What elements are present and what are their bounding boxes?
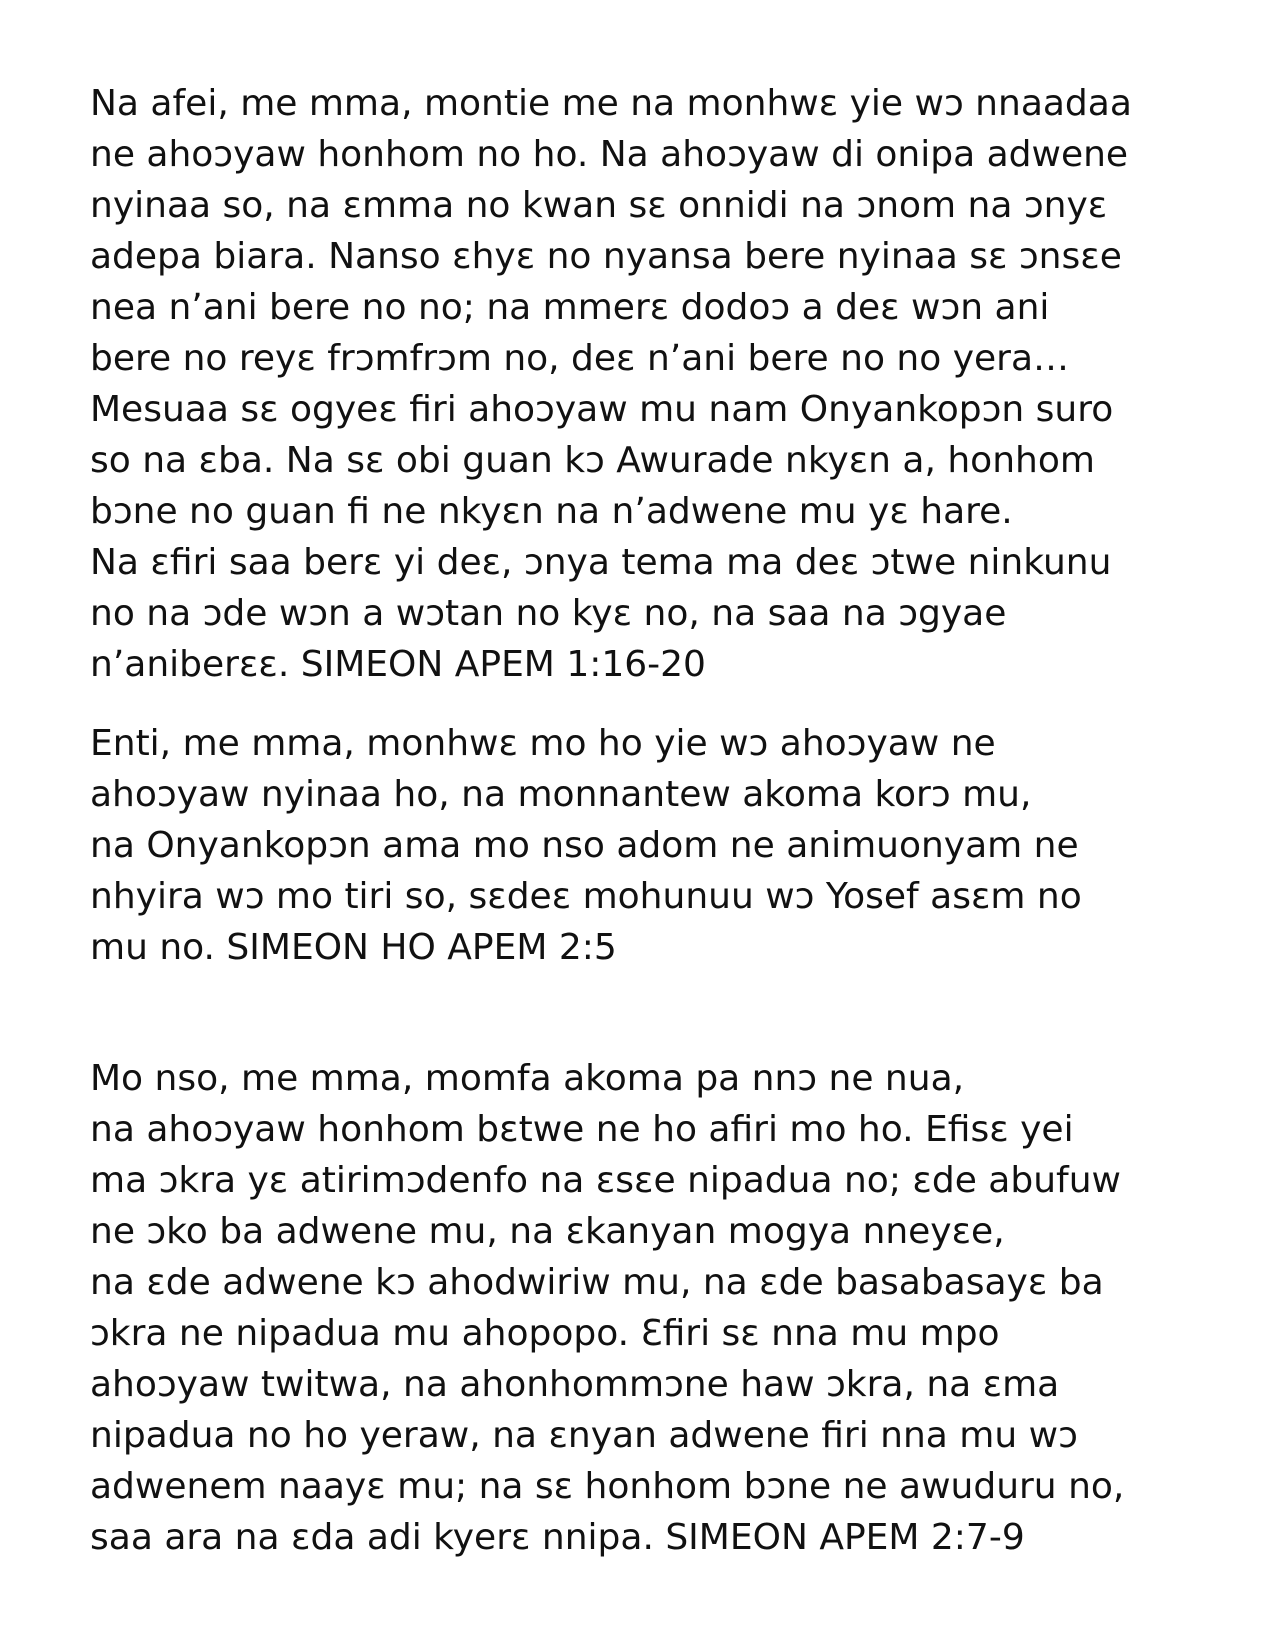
text-line: Mo nso, me mma, momfa akoma pa nnɔ ne nua,	[90, 1058, 965, 1099]
text-line: ahoɔyaw nyinaa ho, na monnantew akoma korɔ mu,	[90, 774, 1032, 815]
text-line: ma ɔkra yɛ atirimɔdenfo na ɛsɛe nipadua no; ɛde abufuw	[90, 1160, 1121, 1201]
text-line: nyinaa so, na ɛmma no kwan sɛ onnidi na ɔnom na ɔnyɛ	[90, 185, 1108, 226]
paragraph-2	[90, 718, 1240, 973]
text-line: ne ahoɔyaw honhom no ho. Na ahoɔyaw di onipa adwene	[90, 134, 1129, 175]
text-line-citation: saa ara na ɛda adi kyerɛ nnipa. SIMEON APEM 2:7-9	[90, 1517, 1025, 1558]
text-line: nipadua no ho yeraw, na ɛnyan adwene firi nna mu wɔ	[90, 1415, 1078, 1456]
text-line: Na afei, me mma, montie me na monhwɛ yie wɔ nnaadaa	[90, 83, 1132, 124]
text-line: bɔne no guan fi ne nkyɛn na n’adwene mu yɛ hare.	[90, 491, 1013, 532]
text-line: Na ɛfiri saa berɛ yi deɛ, ɔnya tema ma deɛ ɔtwe ninkunu	[90, 542, 1112, 583]
text-line: Enti, me mma, monhwɛ mo ho yie wɔ ahoɔyaw ne	[90, 723, 996, 764]
text-line: na ahoɔyaw honhom bɛtwe ne ho afiri mo ho. Efisɛ yei	[90, 1109, 1074, 1150]
text-line: ɔkra ne nipadua mu ahopopo. Ɛfiri sɛ nna mu mpo	[90, 1313, 1000, 1354]
paragraph-1	[90, 78, 1240, 690]
text-line: so na ɛba. Na sɛ obi guan kɔ Awurade nkyɛn a, honhom	[90, 440, 1095, 481]
text-line: ahoɔyaw twitwa, na ahonhommɔne haw ɔkra, na ɛma	[90, 1364, 1060, 1405]
text-line: na Onyankopɔn ama mo nso adom ne animuonyam ne	[90, 825, 1079, 866]
text-line: nea n’ani bere no no; na mmerɛ dodoɔ a deɛ wɔn ani	[90, 287, 1050, 328]
text-line-citation: n’aniberɛɛ. SIMEON APEM 1:16-20	[90, 644, 706, 685]
text-line: Mesuaa sɛ ogyeɛ firi ahoɔyaw mu nam Onyankopɔn suro	[90, 389, 1114, 430]
text-line-citation: mu no. SIMEON HO APEM 2:5	[90, 927, 617, 968]
paragraph-3	[90, 1053, 1240, 1563]
text-line: adwenem naayɛ mu; na sɛ honhom bɔne ne awuduru no,	[90, 1466, 1125, 1507]
text-line: ne ɔko ba adwene mu, na ɛkanyan mogya nneyɛe,	[90, 1211, 1005, 1252]
text-line: adepa biara. Nanso ɛhyɛ no nyansa bere nyinaa sɛ ɔnsɛe	[90, 236, 1122, 277]
text-line: na ɛde adwene kɔ ahodwiriw mu, na ɛde basabasayɛ ba	[90, 1262, 1104, 1303]
text-line: no na ɔde wɔn a wɔtan no kyɛ no, na saa na ɔgyae	[90, 593, 1007, 634]
text-line: bere no reyɛ frɔmfrɔm no, deɛ n’ani bere no no yera…	[90, 338, 1070, 379]
text-line: nhyira wɔ mo tiri so, sɛdeɛ mohunuu wɔ Yosef asɛm no	[90, 876, 1082, 917]
